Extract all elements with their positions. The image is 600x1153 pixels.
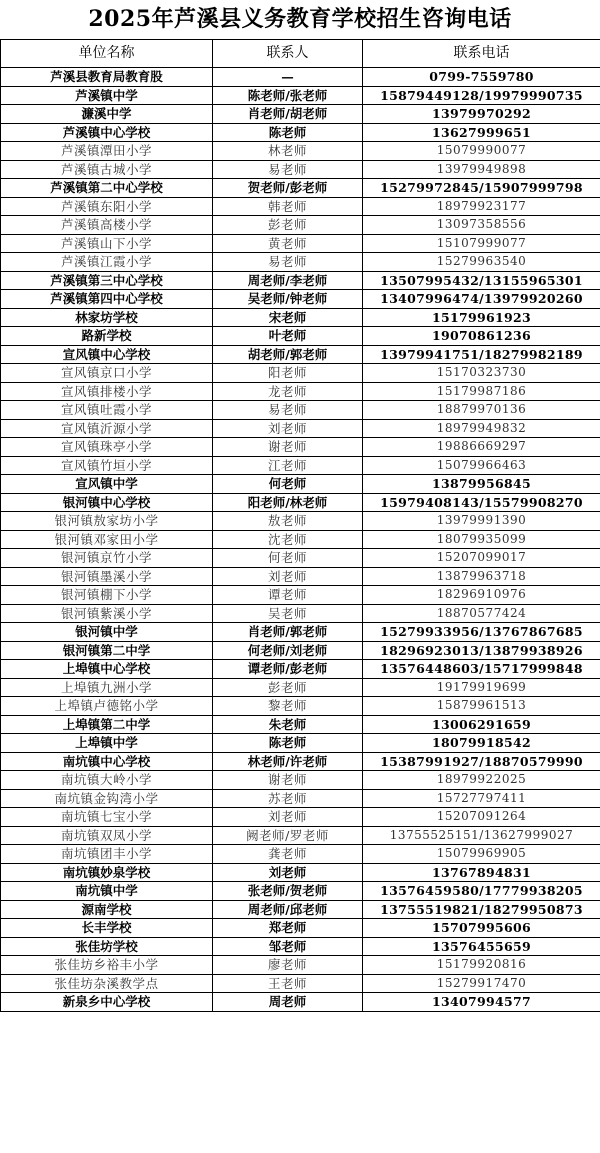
contact-cell: 肖老师/郭老师 (213, 623, 363, 642)
contact-cell: 宋老师 (213, 308, 363, 327)
unit-name-cell: 芦溪镇第二中心学校 (1, 179, 213, 198)
table-row (1, 530, 600, 549)
contact-cell: 刘老师 (213, 419, 363, 438)
table-row (1, 771, 600, 790)
contact-cell: 邹老师 (213, 937, 363, 956)
phone-cell: 15727797411 (363, 789, 600, 808)
unit-name-cell: 银河镇第二中学 (1, 641, 213, 660)
contact-cell: 林老师/许老师 (213, 752, 363, 771)
contact-cell: 苏老师 (213, 789, 363, 808)
contact-cell: 黄老师 (213, 234, 363, 253)
phone-cell: 18979949832 (363, 419, 600, 438)
unit-name-cell: 银河镇中学 (1, 623, 213, 642)
phone-cell: 15179987186 (363, 382, 600, 401)
table-row (1, 567, 600, 586)
unit-name-cell: 银河镇京竹小学 (1, 549, 213, 568)
contact-cell: 彭老师 (213, 216, 363, 235)
contact-cell: 陈老师 (213, 734, 363, 753)
table-row (1, 974, 600, 993)
unit-name-cell: 银河镇墨溪小学 (1, 567, 213, 586)
phone-cell: 19179919699 (363, 678, 600, 697)
unit-name-cell: 银河镇中心学校 (1, 493, 213, 512)
table-row (1, 678, 600, 697)
unit-name-cell: 宣风镇中学 (1, 475, 213, 494)
phone-cell: 15279933956/13767867685 (363, 623, 600, 642)
contact-cell: 敖老师 (213, 512, 363, 531)
phone-cell: 18870577424 (363, 604, 600, 623)
table-row (1, 105, 600, 124)
contact-cell: — (213, 68, 363, 87)
table-row (1, 604, 600, 623)
unit-name-cell: 上埠镇第二中学 (1, 715, 213, 734)
table-row (1, 401, 600, 420)
unit-name-cell: 芦溪镇第四中心学校 (1, 290, 213, 309)
table-row (1, 419, 600, 438)
phone-cell: 15179961923 (363, 308, 600, 327)
phone-cell: 19886669297 (363, 438, 600, 457)
phone-cell: 13767894831 (363, 863, 600, 882)
contact-cell: 刘老师 (213, 863, 363, 882)
header-unit-name: 单位名称 (1, 40, 213, 68)
unit-name-cell: 南坑镇金钩湾小学 (1, 789, 213, 808)
phone-cell: 18079935099 (363, 530, 600, 549)
contact-cell: 廖老师 (213, 956, 363, 975)
unit-name-cell: 芦溪镇古城小学 (1, 160, 213, 179)
contact-cell: 陈老师/张老师 (213, 86, 363, 105)
table-row (1, 197, 600, 216)
table-row (1, 179, 600, 198)
contact-cell: 彭老师 (213, 678, 363, 697)
contact-cell: 阙老师/罗老师 (213, 826, 363, 845)
unit-name-cell: 路新学校 (1, 327, 213, 346)
table-row (1, 715, 600, 734)
contact-cell: 周老师 (213, 993, 363, 1012)
unit-name-cell: 长丰学校 (1, 919, 213, 938)
unit-name-cell: 宣风镇中心学校 (1, 345, 213, 364)
phone-cell: 15279917470 (363, 974, 600, 993)
phone-cell: 15879961513 (363, 697, 600, 716)
phone-cell: 15979408143/15579908270 (363, 493, 600, 512)
contact-cell: 何老师 (213, 549, 363, 568)
contact-cell: 贺老师/彭老师 (213, 179, 363, 198)
unit-name-cell: 张佳坊杂溪教学点 (1, 974, 213, 993)
unit-name-cell: 南坑镇大岭小学 (1, 771, 213, 790)
unit-name-cell: 濂溪中学 (1, 105, 213, 124)
table-row (1, 364, 600, 383)
table-row (1, 123, 600, 142)
table-row (1, 845, 600, 864)
unit-name-cell: 芦溪镇山下小学 (1, 234, 213, 253)
table-row (1, 290, 600, 309)
contact-cell: 陈老师 (213, 123, 363, 142)
table-row (1, 253, 600, 272)
phone-cell: 15079966463 (363, 456, 600, 475)
contact-cell: 何老师 (213, 475, 363, 494)
contact-cell: 韩老师 (213, 197, 363, 216)
phone-cell: 0799-7559780 (363, 68, 600, 87)
contact-cell: 刘老师 (213, 808, 363, 827)
unit-name-cell: 张佳坊乡裕丰小学 (1, 956, 213, 975)
unit-name-cell: 宣风镇吐霞小学 (1, 401, 213, 420)
table-row (1, 234, 600, 253)
phone-cell: 13979970292 (363, 105, 600, 124)
contact-cell: 沈老师 (213, 530, 363, 549)
page-title: 2025年芦溪县义务教育学校招生咨询电话 (88, 6, 512, 32)
table-row (1, 826, 600, 845)
unit-name-cell: 南坑镇中学 (1, 882, 213, 901)
unit-name-cell: 芦溪镇第三中心学校 (1, 271, 213, 290)
table-row (1, 919, 600, 938)
phone-cell: 15079990077 (363, 142, 600, 161)
contact-cell: 谭老师/彭老师 (213, 660, 363, 679)
table-row (1, 308, 600, 327)
unit-name-cell: 新泉乡中心学校 (1, 993, 213, 1012)
table-row (1, 734, 600, 753)
table-row (1, 808, 600, 827)
contact-cell: 刘老师 (213, 567, 363, 586)
unit-name-cell: 芦溪镇东阳小学 (1, 197, 213, 216)
unit-name-cell: 上埠镇中学 (1, 734, 213, 753)
phone-cell: 13879956845 (363, 475, 600, 494)
table-row (1, 327, 600, 346)
unit-name-cell: 南坑镇中心学校 (1, 752, 213, 771)
contact-cell: 龙老师 (213, 382, 363, 401)
table-row (1, 345, 600, 364)
unit-name-cell: 南坑镇妙泉学校 (1, 863, 213, 882)
phone-cell: 15279972845/15907999798 (363, 179, 600, 198)
contact-cell: 何老师/刘老师 (213, 641, 363, 660)
contact-cell: 谢老师 (213, 438, 363, 457)
phone-cell: 19070861236 (363, 327, 600, 346)
unit-name-cell: 上埠镇卢德铭小学 (1, 697, 213, 716)
table-row (1, 475, 600, 494)
contact-cell: 郑老师 (213, 919, 363, 938)
unit-name-cell: 芦溪镇高楼小学 (1, 216, 213, 235)
phone-cell: 13576455659 (363, 937, 600, 956)
table-row (1, 882, 600, 901)
unit-name-cell: 宣风镇京口小学 (1, 364, 213, 383)
phone-cell: 13576459580/17779938205 (363, 882, 600, 901)
phone-cell: 18979923177 (363, 197, 600, 216)
unit-name-cell: 南坑镇七宝小学 (1, 808, 213, 827)
table-header-row (1, 40, 600, 68)
unit-name-cell: 芦溪镇潭田小学 (1, 142, 213, 161)
phone-cell: 13979991390 (363, 512, 600, 531)
table-row (1, 160, 600, 179)
table-row (1, 493, 600, 512)
phone-cell: 15179920816 (363, 956, 600, 975)
unit-name-cell: 宣风镇竹垣小学 (1, 456, 213, 475)
phone-cell: 13006291659 (363, 715, 600, 734)
table-row (1, 549, 600, 568)
unit-name-cell: 源南学校 (1, 900, 213, 919)
table-row (1, 216, 600, 235)
phone-cell: 18879970136 (363, 401, 600, 420)
table-row (1, 697, 600, 716)
unit-name-cell: 宣风镇珠亭小学 (1, 438, 213, 457)
phone-cell: 13879963718 (363, 567, 600, 586)
unit-name-cell: 银河镇棚下小学 (1, 586, 213, 605)
unit-name-cell: 银河镇紫溪小学 (1, 604, 213, 623)
unit-name-cell: 林家坊学校 (1, 308, 213, 327)
contact-cell: 易老师 (213, 253, 363, 272)
contact-cell: 胡老师/郭老师 (213, 345, 363, 364)
phone-cell: 15207091264 (363, 808, 600, 827)
table-row (1, 68, 600, 87)
table-row (1, 937, 600, 956)
contact-cell: 易老师 (213, 160, 363, 179)
phone-cell: 13755525151/13627999027 (363, 826, 600, 845)
table-row (1, 512, 600, 531)
contact-cell: 王老师 (213, 974, 363, 993)
table-row (1, 993, 600, 1012)
phone-cell: 15707995606 (363, 919, 600, 938)
table-row (1, 752, 600, 771)
phone-cell: 15879449128/19979990735 (363, 86, 600, 105)
table-row (1, 623, 600, 642)
phone-cell: 15079969905 (363, 845, 600, 864)
contact-cell: 林老师 (213, 142, 363, 161)
phone-cell: 15170323730 (363, 364, 600, 383)
unit-name-cell: 宣风镇排楼小学 (1, 382, 213, 401)
header-phone: 联系电话 (363, 40, 600, 68)
table-row (1, 900, 600, 919)
phone-cell: 18296923013/13879938926 (363, 641, 600, 660)
unit-name-cell: 宣风镇沂源小学 (1, 419, 213, 438)
contact-cell: 吴老师/钟老师 (213, 290, 363, 309)
unit-name-cell: 芦溪镇江霞小学 (1, 253, 213, 272)
contact-cell: 周老师/李老师 (213, 271, 363, 290)
unit-name-cell: 银河镇敖家坊小学 (1, 512, 213, 531)
phone-cell: 13576448603/15717999848 (363, 660, 600, 679)
phone-cell: 18296910976 (363, 586, 600, 605)
contact-cell: 叶老师 (213, 327, 363, 346)
table-row (1, 863, 600, 882)
contact-cell: 阳老师 (213, 364, 363, 383)
contact-cell: 江老师 (213, 456, 363, 475)
unit-name-cell: 芦溪镇中学 (1, 86, 213, 105)
contact-cell: 吴老师 (213, 604, 363, 623)
phone-cell: 15387991927/18870579990 (363, 752, 600, 771)
contact-cell: 阳老师/林老师 (213, 493, 363, 512)
contact-cell: 黎老师 (213, 697, 363, 716)
table-row (1, 142, 600, 161)
header-contact: 联系人 (213, 40, 363, 68)
unit-name-cell: 南坑镇团丰小学 (1, 845, 213, 864)
phone-cell: 18979922025 (363, 771, 600, 790)
unit-name-cell: 上埠镇中心学校 (1, 660, 213, 679)
contact-cell: 易老师 (213, 401, 363, 420)
contact-cell: 谭老师 (213, 586, 363, 605)
table-row (1, 956, 600, 975)
unit-name-cell: 上埠镇九洲小学 (1, 678, 213, 697)
table-row (1, 586, 600, 605)
phone-cell: 13407996474/13979920260 (363, 290, 600, 309)
phone-cell: 13407994577 (363, 993, 600, 1012)
table-row (1, 456, 600, 475)
unit-name-cell: 芦溪县教育局教育股 (1, 68, 213, 87)
phone-cell: 13627999651 (363, 123, 600, 142)
table-row (1, 438, 600, 457)
phone-cell: 15207099017 (363, 549, 600, 568)
unit-name-cell: 芦溪镇中心学校 (1, 123, 213, 142)
unit-name-cell: 张佳坊学校 (1, 937, 213, 956)
phone-cell: 13097358556 (363, 216, 600, 235)
table-body (1, 68, 600, 1012)
unit-name-cell: 银河镇邓家田小学 (1, 530, 213, 549)
unit-name-cell: 南坑镇双凤小学 (1, 826, 213, 845)
table-row (1, 86, 600, 105)
contact-cell: 龚老师 (213, 845, 363, 864)
contact-cell: 朱老师 (213, 715, 363, 734)
phone-cell: 18079918542 (363, 734, 600, 753)
contact-table (0, 39, 600, 1012)
phone-cell: 13979941751/18279982189 (363, 345, 600, 364)
phone-cell: 13979949898 (363, 160, 600, 179)
phone-cell: 13507995432/13155965301 (363, 271, 600, 290)
contact-cell: 谢老师 (213, 771, 363, 790)
contact-cell: 周老师/邱老师 (213, 900, 363, 919)
contact-cell: 张老师/贺老师 (213, 882, 363, 901)
phone-cell: 15107999077 (363, 234, 600, 253)
table-row (1, 271, 600, 290)
table-row (1, 641, 600, 660)
phone-cell: 13755519821/18279950873 (363, 900, 600, 919)
contact-cell: 肖老师/胡老师 (213, 105, 363, 124)
table-row (1, 660, 600, 679)
table-row (1, 382, 600, 401)
table-row (1, 789, 600, 808)
phone-cell: 15279963540 (363, 253, 600, 272)
